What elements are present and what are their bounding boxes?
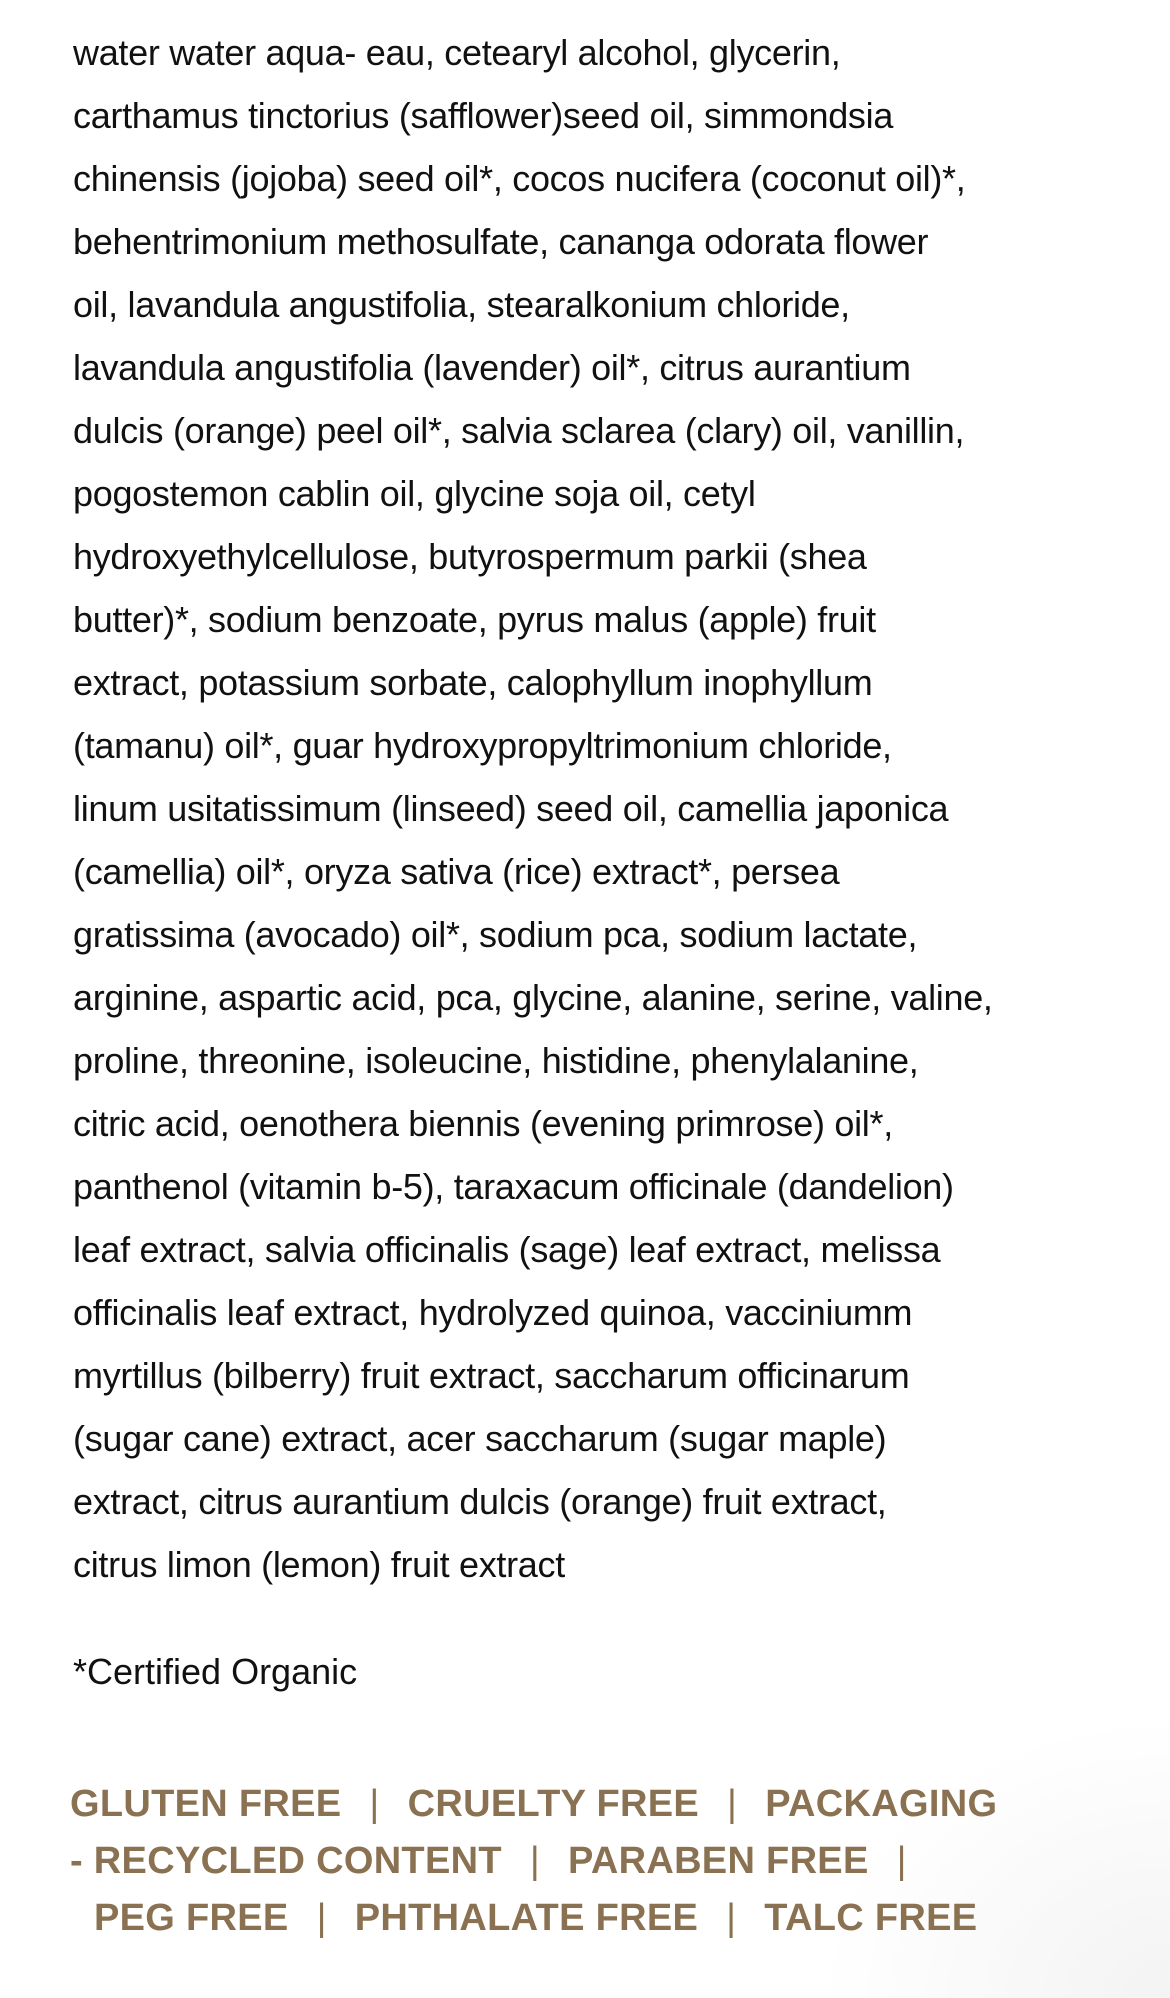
claims-line-3 [70,1890,1110,1947]
ingredients-line: gratissima (avocado) oil*, sodium pca, sodium lactate, [73,914,918,955]
ingredients-line: panthenol (vitamin b-5), taraxacum officinale (dandelion) [73,1166,954,1207]
ingredients-line: extract, potassium sorbate, calophyllum inophyllum [73,662,873,703]
claim-packaging: PACKAGING [765,1783,998,1825]
claim-phthalate-free: PHTHALATE FREE [354,1897,699,1939]
claim-separator: | [727,1783,738,1825]
ingredients-line: carthamus tinctorius (safflower)seed oil, simmondsia [73,95,894,136]
claim-peg-free: PEG FREE [94,1897,289,1939]
ingredients-line: water water aqua- eau, cetearyl alcohol, glycerin, [73,32,841,73]
ingredients-line: extract, citrus aurantium dulcis (orange) fruit extract, [73,1481,887,1522]
claim-recycled-content: - RECYCLED CONTENT [70,1840,502,1882]
ingredients-line: chinensis (jojoba) seed oil*, cocos nucifera (coconut oil)*, [73,158,966,199]
ingredients-line: proline, threonine, isoleucine, histidine, phenylalanine, [73,1040,919,1081]
claim-separator: | [896,1840,907,1882]
ingredients-line: (tamanu) oil*, guar hydroxypropyltrimonium chloride, [73,725,892,766]
ingredients-line: hydroxyethylcellulose, butyrospermum parkii (shea [73,536,867,577]
ingredients-line: (camellia) oil*, oryza sativa (rice) extract*, persea [73,851,840,892]
ingredients-line: butter)*, sodium benzoate, pyrus malus (apple) fruit [73,599,876,640]
ingredients-line: lavandula angustifolia (lavender) oil*, citrus aurantium [73,347,911,388]
ingredients-list [73,21,1133,1596]
ingredients-line: citrus limon (lemon) fruit extract [73,1544,565,1585]
ingredients-line: citric acid, oenothera biennis (evening primrose) oil*, [73,1103,893,1144]
claims-line-2 [70,1833,1110,1890]
ingredients-line: linum usitatissimum (linseed) seed oil, camellia japonica [73,788,949,829]
ingredients-line: (sugar cane) extract, acer saccharum (sugar maple) [73,1418,887,1459]
claim-separator: | [726,1897,737,1939]
claim-paraben-free: PARABEN FREE [568,1840,869,1882]
ingredients-line: officinalis leaf extract, hydrolyzed quinoa, vacciniumm [73,1292,913,1333]
claim-gluten-free: GLUTEN FREE [70,1783,342,1825]
ingredients-line: dulcis (orange) peel oil*, salvia sclarea (clary) oil, vanillin, [73,410,965,451]
certified-organic-footnote: *Certified Organic [73,1651,358,1692]
ingredients-line: myrtillus (bilberry) fruit extract, saccharum officinarum [73,1355,910,1396]
ingredients-line: arginine, aspartic acid, pca, glycine, alanine, serine, valine, [73,977,993,1018]
claims-line-1 [70,1776,1110,1833]
claim-separator: | [369,1783,380,1825]
ingredients-line: leaf extract, salvia officinalis (sage) leaf extract, melissa [73,1229,941,1270]
claim-separator: | [316,1897,327,1939]
ingredients-line: oil, lavandula angustifolia, stearalkonium chloride, [73,284,850,325]
product-claims [70,1776,1110,1947]
claim-separator: | [529,1840,541,1882]
ingredients-line: pogostemon cablin oil, glycine soja oil, cetyl [73,473,756,514]
claim-talc-free: TALC FREE [764,1897,978,1939]
claim-cruelty-free: CRUELTY FREE [407,1783,700,1825]
ingredients-line: behentrimonium methosulfate, cananga odorata flower [73,221,929,262]
